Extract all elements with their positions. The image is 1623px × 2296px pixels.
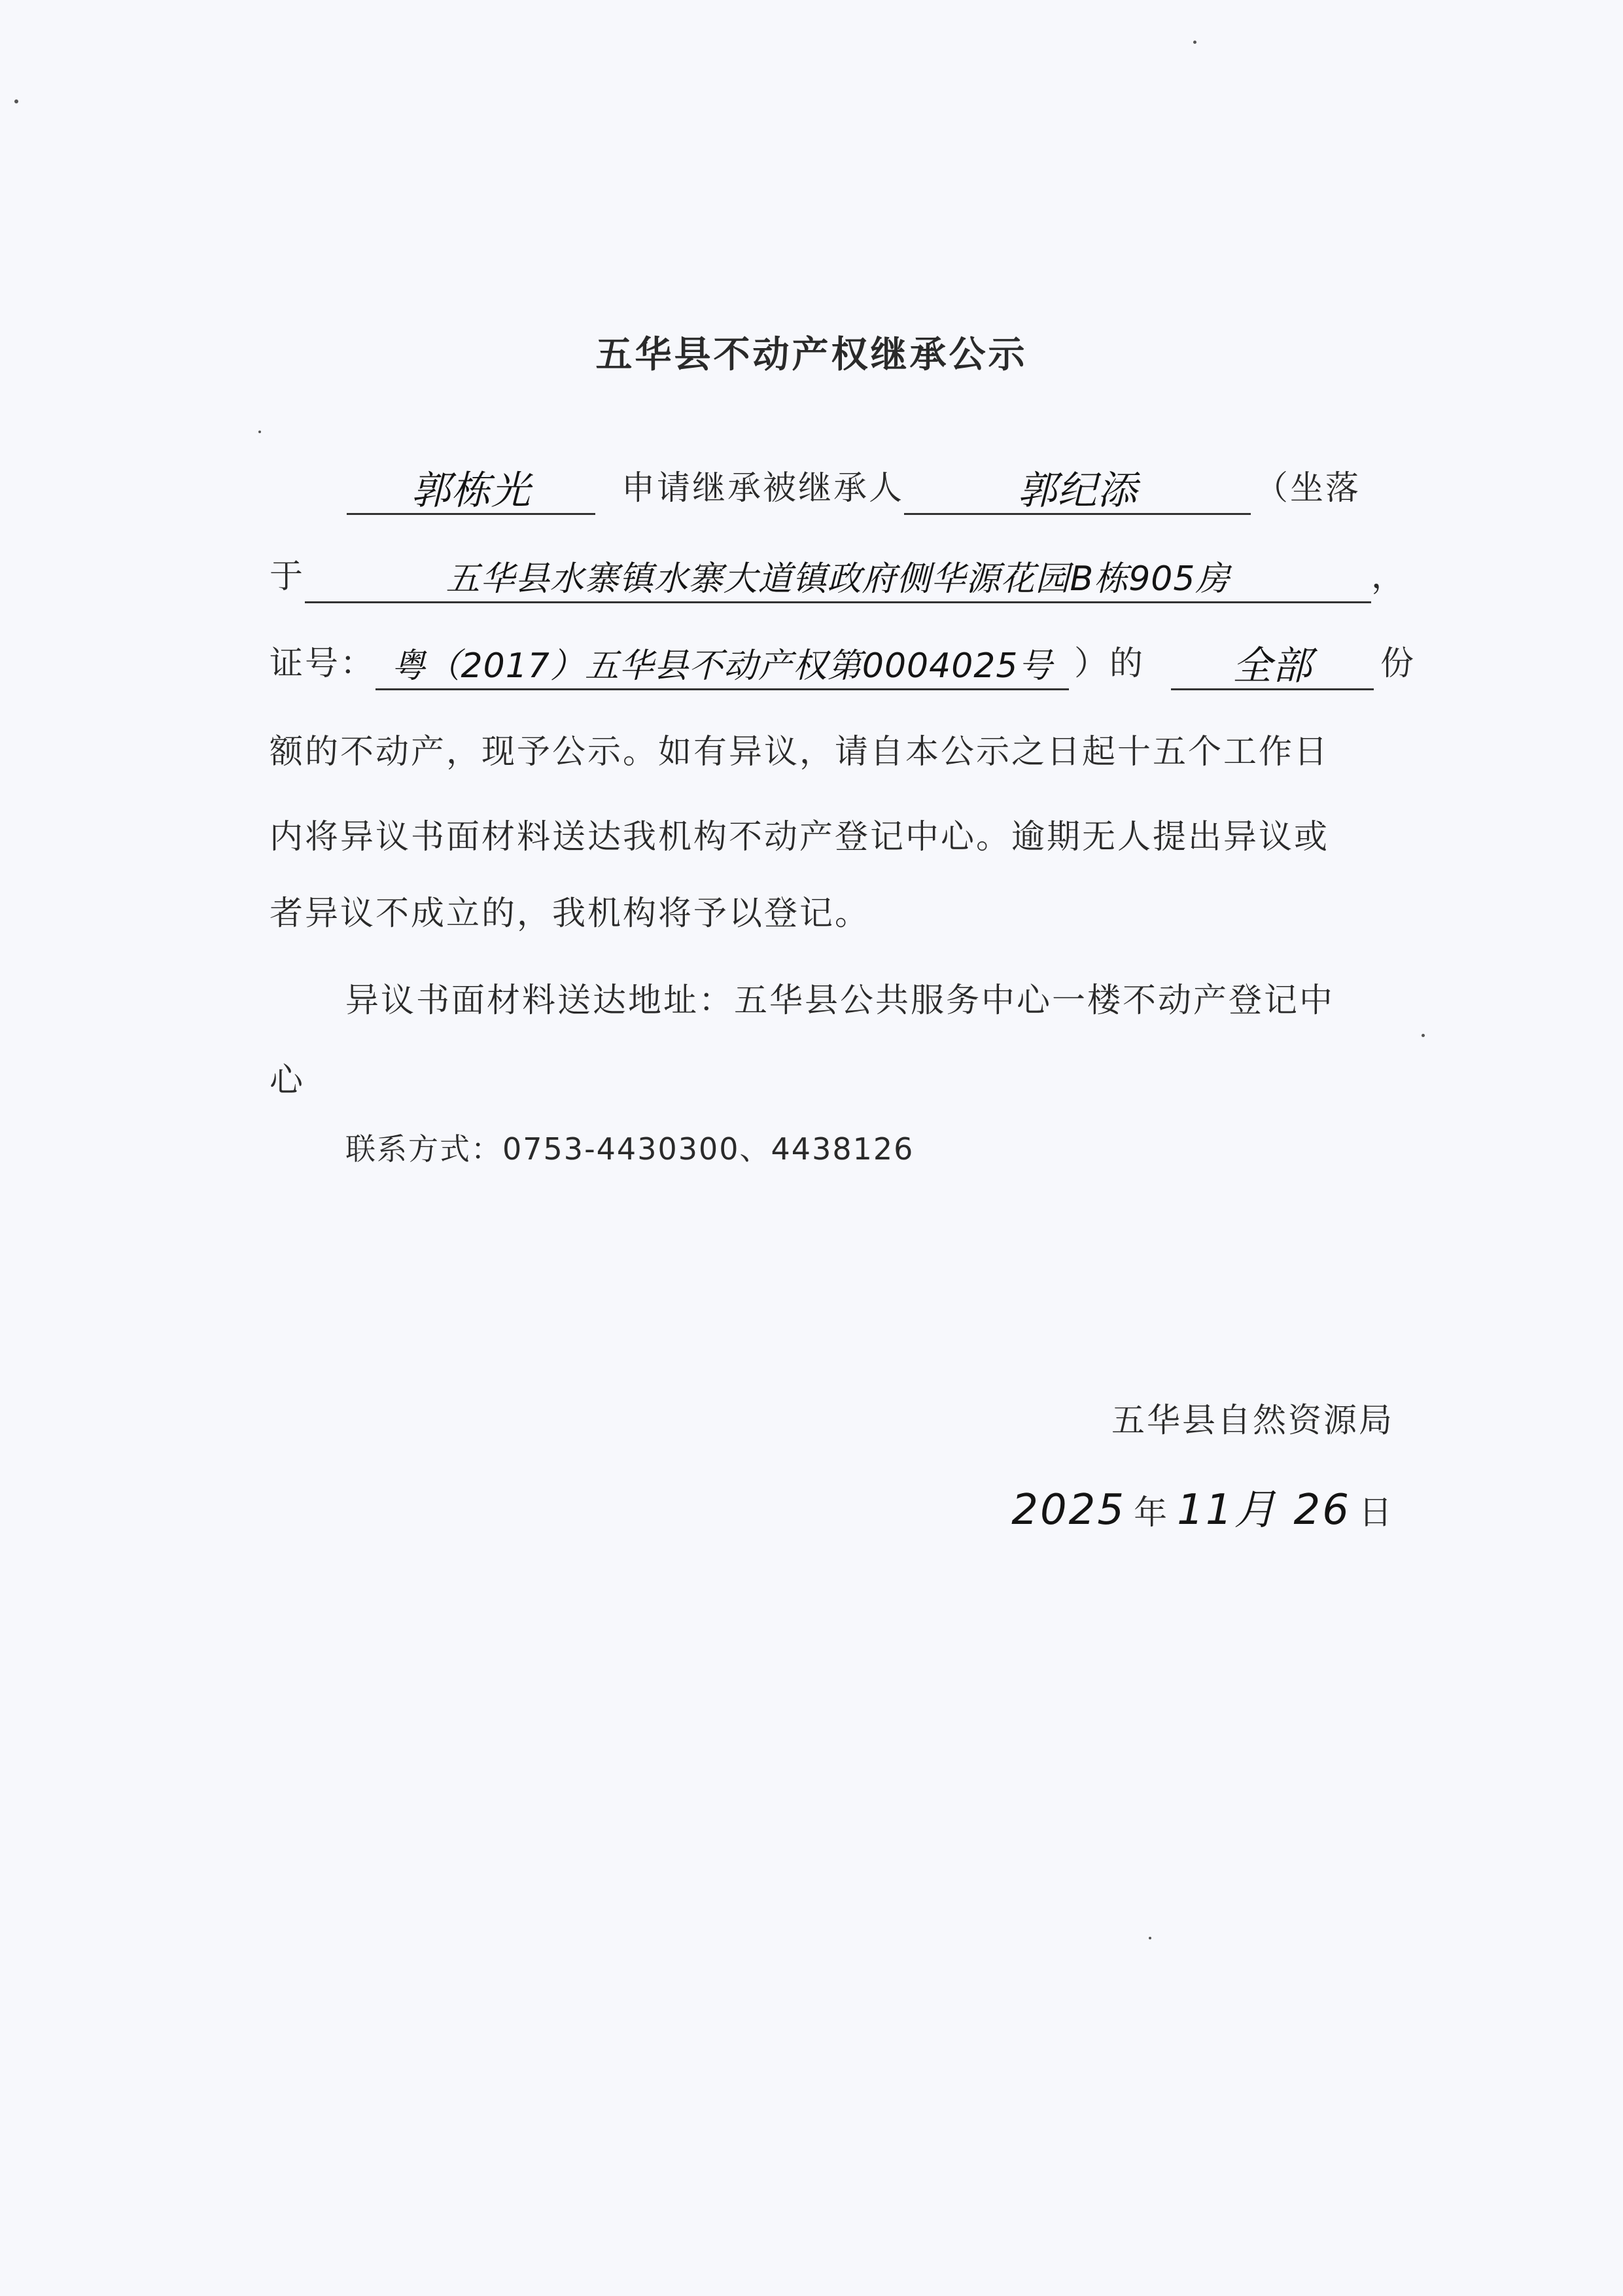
date-year: 2025 <box>1011 1486 1126 1534</box>
address-line-2: 心 <box>270 1061 305 1100</box>
page-title: 五华县不动产权继承公示 <box>595 334 1028 376</box>
contact-info: 联系方式：0753-4430300、4438126 <box>345 1131 915 1167</box>
paragraph-line-1: 额的不动产，现予公示。如有异议，请自本公示之日起十五个工作日 <box>270 733 1330 771</box>
location-close: ， <box>1371 557 1407 596</box>
cert-prefix: 证号： <box>270 645 376 683</box>
date-year-label: 年 <box>1134 1494 1170 1532</box>
address-line-1: 异议书面材料送达地址：五华县公共服务中心一楼不动产登记中 <box>345 981 1335 1020</box>
applicant-name: 郭栋光 <box>347 467 595 515</box>
scan-speck <box>1149 1937 1151 1939</box>
deceased-name: 郭纪添 <box>904 467 1251 515</box>
scan-speck <box>14 99 18 103</box>
location-prefix: 于 <box>270 557 305 596</box>
date-day: 26 <box>1293 1486 1351 1534</box>
scan-speck <box>1193 41 1196 44</box>
location-open: （坐落 <box>1255 469 1361 508</box>
applicant-text: 申请继承被继承人 <box>621 469 905 508</box>
share-suffix: 份 <box>1380 645 1416 683</box>
cert-close: ）的 <box>1074 645 1145 683</box>
location-line <box>270 551 1407 603</box>
issuer-name: 五华县自然资源局 <box>1111 1402 1394 1440</box>
scan-speck <box>258 431 261 433</box>
scan-speck <box>1422 1034 1425 1037</box>
date-day-label: 日 <box>1358 1494 1394 1532</box>
share-value: 全部 <box>1171 643 1374 690</box>
property-location: 五华县水寨镇水寨大道镇政府侧华源花园B栋905房 <box>305 556 1371 603</box>
certificate-line <box>270 638 1416 690</box>
applicant-line <box>347 463 1400 515</box>
date-month: 11月 <box>1177 1486 1278 1534</box>
paragraph-line-3: 者异议不成立的，我机构将予以登记。 <box>270 894 871 933</box>
issue-date <box>1003 1484 1394 1540</box>
paragraph-line-2: 内将异议书面材料送达我机构不动产登记中心。逾期无人提出异议或 <box>270 818 1330 857</box>
certificate-number: 粤（2017）五华县不动产权第0004025号 <box>375 643 1069 690</box>
